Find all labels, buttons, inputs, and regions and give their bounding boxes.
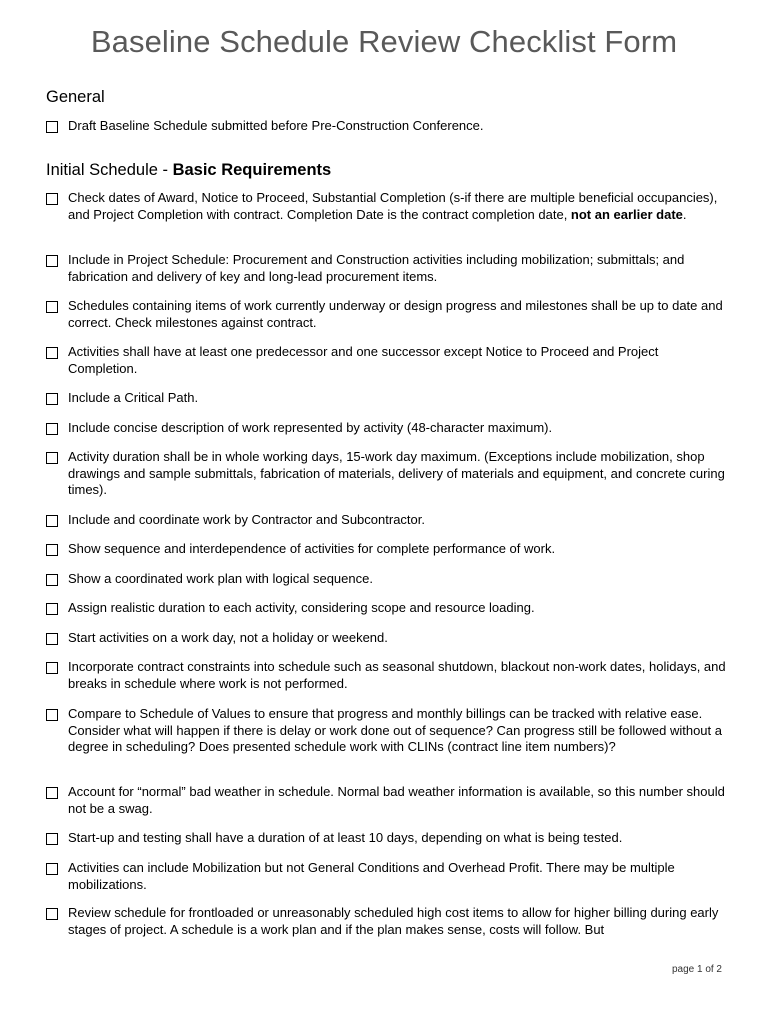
checklist-item-text: Include and coordinate work by Contractor and Subcontractor. — [68, 512, 425, 527]
section-heading-initial-schedule — [46, 161, 331, 180]
checkbox[interactable] — [46, 833, 58, 845]
checklist-item-text: Show a coordinated work plan with logical sequence. — [68, 571, 373, 586]
checkbox[interactable] — [46, 787, 58, 799]
page-number: page 1 of 2 — [671, 964, 722, 975]
checklist-item-text: Account for “normal” bad weather in schedule. Normal bad weather information is available, so this number should not be a swag. — [68, 784, 725, 816]
checkbox[interactable] — [46, 863, 58, 875]
checklist-item-text: Incorporate contract constraints into schedule such as seasonal shutdown, blackout non-work dates, holidays, and breaks in schedule where work is not performed. — [68, 659, 726, 691]
page-title: Baseline Schedule Review Checklist Form — [90, 24, 678, 59]
checkbox[interactable] — [46, 347, 58, 359]
checkbox[interactable] — [46, 709, 58, 721]
checkbox[interactable] — [46, 255, 58, 267]
item-text-emphasis: not an earlier date — [570, 206, 683, 222]
checklist-item-text: Include in Project Schedule: Procurement and Construction activities including mobilization; submittals; and fabrication and delivery of key and long-lead procurement items. — [68, 252, 685, 284]
checklist-item-text: Schedules containing items of work currently underway or design progress and milestones shall be up to date and correct. Check milestones against contract. — [68, 298, 723, 330]
checklist-item-text: Draft Baseline Schedule submitted before Pre-Construction Conference. — [68, 118, 484, 133]
checkbox[interactable] — [46, 121, 58, 133]
checkbox[interactable] — [46, 301, 58, 313]
checkbox[interactable] — [46, 603, 58, 615]
checklist-item-text: Activities can include Mobilization but not General Conditions and Overhead Profit. There may be multiple mobilizations. — [68, 860, 675, 892]
checklist-item-text: Include concise description of work represented by activity (48-character maximum). — [68, 420, 553, 435]
section-heading-bold: Basic Requirements — [172, 161, 332, 179]
item-text-main: Check dates of Award, Notice to Proceed, Substantial Completion (s-if there are multiple beneficial occupancies), and Project Completion with contract. Completion Date is the contract completion date, — [68, 190, 718, 222]
section-heading-prefix: Initial Schedule - — [46, 161, 173, 179]
checkbox[interactable] — [46, 908, 58, 920]
checkbox[interactable] — [46, 515, 58, 527]
checkbox[interactable] — [46, 423, 58, 435]
checklist-item-text: Compare to Schedule of Values to ensure that progress and monthly billings can be tracked with relative ease. Consider what will happen if there is delay or work done out of sequence? Can progress still be followed without a degree in scheduling? Does presented schedule work with CLINs (contract line item numbers)? — [68, 706, 722, 755]
checkbox[interactable] — [46, 574, 58, 586]
checkbox[interactable] — [46, 544, 58, 556]
checklist-item-text: Start activities on a work day, not a holiday or weekend. — [68, 630, 388, 645]
checklist-item-text: Activity duration shall be in whole working days, 15-work day maximum. (Exceptions include mobilization, shop drawings and sample submittals, fabrication of materials, delivery of materials and equipment, and concrete curing times). — [68, 449, 725, 498]
checklist-item-text: Assign realistic duration to each activity, considering scope and resource loading. — [68, 600, 535, 615]
checkbox[interactable] — [46, 452, 58, 464]
item-text-tail: . — [682, 206, 687, 222]
checklist-item-text: Include a Critical Path. — [68, 390, 199, 405]
checklist-item-text: Review schedule for frontloaded or unreasonably scheduled high cost items to allow for higher billing during early stages of project. A schedule is a work plan and if the plan makes sense, costs will follow. But — [68, 905, 719, 937]
checklist-item-text: Start-up and testing shall have a duration of at least 10 days, depending on what is being tested. — [68, 830, 623, 845]
checkbox[interactable] — [46, 633, 58, 645]
checklist-item-text — [68, 190, 730, 223]
checkbox[interactable] — [46, 193, 58, 205]
section-heading-general: General — [46, 88, 105, 106]
checklist-item-text: Show sequence and interdependence of activities for complete performance of work. — [68, 541, 556, 556]
checklist-item-text: Activities shall have at least one predecessor and one successor except Notice to Proceed and Project Completion. — [68, 344, 659, 376]
checkbox[interactable] — [46, 662, 58, 674]
checkbox[interactable] — [46, 393, 58, 405]
